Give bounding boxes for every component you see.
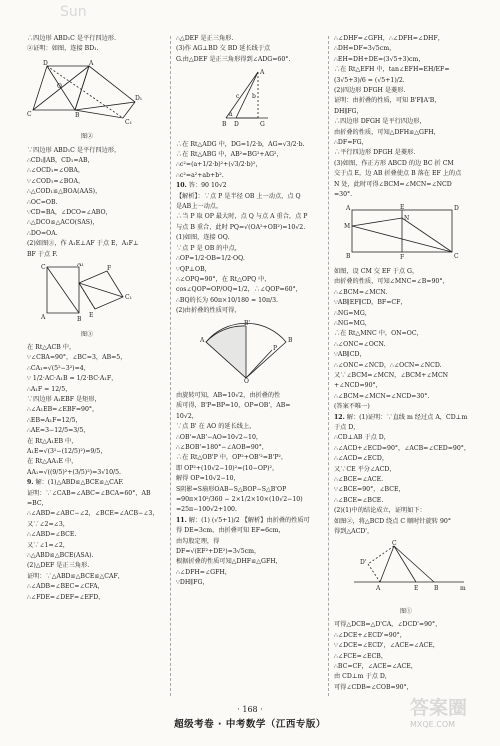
text-line: ∴∠ADB=∠BEC=∠CFA， [27, 583, 104, 591]
text-line: 在 Rt△A₁EB 中， [27, 437, 78, 445]
text-line: 解：(1)证明：∵直线 m 经过点 A，CD⊥m [346, 413, 468, 421]
text-line: ∵点 P 是 OB 的中点， [176, 244, 241, 252]
text-line: ∴OB'=AB'−AO=10√2−10， [176, 433, 263, 441]
text-line: ∴∠BOB'=180°−∠AOB=90°， [176, 443, 268, 451]
text-line: ∴在 Rt△ADG 中，DG=1/2·b，AG=√3/2·b. [176, 140, 305, 148]
text-line: ∴DH=DF=3√5cm， [334, 45, 396, 53]
text-line: 【解析】：∵点 P 是半径 OB 上一动点，点 Q [176, 192, 301, 200]
text-line: ∴△COD₁≌△BOA(AAS)， [27, 188, 102, 196]
text-line: 解：(1) (√5+1)/2 【解析】由折叠的性质可 [188, 516, 310, 524]
text-line: 如图，设 CM 交 EF 于点 G， [334, 267, 419, 275]
svg-text:B: B [434, 585, 439, 593]
figure-1 [334, 540, 482, 617]
question-number: 12. [334, 413, 345, 421]
question-number: 10. [176, 182, 187, 190]
svg-text:A: A [200, 336, 205, 344]
text-line: =90π×10²/360 − 2×1/2×10×(10√2−10) [176, 496, 303, 503]
svg-text:B: B [77, 316, 82, 324]
text-line: ∴∠BCE=∠BCE. [334, 496, 384, 504]
text-line: 由勾股定理，得 [176, 537, 220, 545]
text-line: 在 Rt△AA₁E 中， [27, 458, 78, 466]
text-line: ∴四边形 DFGH 是平行四边形， [334, 118, 426, 126]
text-line: 即 OP²+(10√2−10)²=(10−OP)²， [176, 464, 279, 472]
svg-text:B: B [346, 252, 351, 260]
figure-2 [27, 58, 165, 143]
text-line: ∵CD=BA，∠DCO=∠ABO， [27, 209, 112, 217]
svg-text:A₁: A₁ [77, 263, 84, 269]
figure-3 [27, 263, 165, 340]
svg-text:C₁: C₁ [125, 294, 132, 302]
svg-text:B': B' [244, 319, 251, 327]
text-line: ∴∠FDE=∠DEF=∠EFD， [27, 593, 105, 601]
column-2 [176, 34, 320, 589]
text-line: G.由△DEF 是正三角形得到∠ADG=60°. [176, 55, 291, 63]
text-line: 得 DE=3cm，由折叠可知 EF=6cm， [176, 527, 285, 535]
text-line: ∴∠ABD=∠BCE. [27, 531, 77, 539]
figure-rectangle [334, 204, 482, 264]
text-line: ∵AB∥CD， [334, 351, 366, 359]
text-line: ∵四边形 ABD₁C 是平行四边形， [27, 146, 121, 154]
text-line: (答案不唯一) [334, 403, 370, 411]
svg-text:C: C [454, 252, 459, 260]
text-line: (2)如图③，作 A₁E⊥AF 于点 E，A₁F⊥ [27, 240, 139, 248]
text-line: ∴NG=MG， [334, 319, 371, 327]
svg-text:C: C [41, 264, 46, 272]
text-line: 在 Rt△ACB 中， [27, 343, 76, 351]
svg-text:b: b [252, 93, 256, 101]
svg-text:B: B [222, 121, 227, 129]
text-line: ∵AB∥EF∥CD，BF=CF， [334, 299, 407, 307]
text-line: 于点 D， [334, 424, 360, 431]
text-line: ∴EH=DH+DE=(3√5+3)cm， [334, 55, 425, 63]
text-line: ∴DF=FG， [334, 139, 368, 147]
text-line: 由折叠的性质，可知∠MNC=∠B=90°， [334, 278, 449, 286]
watermark-url: MXQE.COM [410, 720, 456, 729]
text-line: 是AB上一动点， [176, 203, 223, 211]
figure-sector [176, 320, 320, 388]
watermark-text: 答案圈 [410, 697, 468, 719]
svg-text:D': D' [360, 559, 367, 567]
svg-text:O: O [244, 377, 249, 384]
text-line: ∴△ABD≌△BCE(ASA). [27, 552, 94, 560]
figure-caption: 图② [80, 133, 93, 141]
text-line: 质可得，B'P=BP=10，OP=OB'，AB= [176, 402, 291, 410]
svg-text:O: O [57, 82, 62, 90]
text-line: (2)四边形 DFGH 是菱形. [334, 87, 406, 95]
text-line: =BC， [27, 500, 48, 507]
text-line: ∴AE=3−12/5=3/5， [27, 427, 90, 435]
text-line: ∵四边形 A₁EBF 是矩形， [27, 395, 101, 403]
text-line: ∴A₁F = 12/5， [27, 385, 72, 393]
text-line: cos∠QOP=OP/OQ=1/2，∴∠QOP=60°， [176, 286, 302, 294]
text-line: ∴OP=1/2·OB=1/2·OQ. [176, 255, 245, 263]
text-line: 又∵∠2=∠3， [27, 520, 69, 528]
question-number: 9. [27, 479, 34, 487]
text-line: ∴CA₁=√(5²−3²)=4， [27, 364, 90, 372]
text-line: 得到△ACD'， [334, 528, 374, 536]
text-line: ∴△DEF 是正三角形. [176, 35, 234, 42]
column-3 [334, 34, 482, 693]
text-line: ∴∠DHF=∠GFH，∴∠DFH=∠DHF， [334, 35, 444, 42]
text-line: ∵ 1/2·AC·A₁B = 1/2·BC·A₁F， [27, 375, 118, 383]
text-line: 证明：∵∠CAB=∠ABC=∠BCA=60°，AB [27, 489, 151, 497]
text-line: ∴平行四边形 DFGH 是菱形. [334, 149, 416, 157]
text-line: ∴∠A₁EB=∠EBF=90°， [27, 406, 99, 414]
svg-text:a: a [229, 111, 233, 119]
text-line: AA₁=√((9/5)²+(3/5)²)=3√10/5. [27, 468, 122, 476]
text-line: (2)(1)中的结论成立，证明如下： [334, 507, 426, 515]
column-divider-1 [170, 36, 171, 696]
text-line: DF=√(EF²+DE²)=3√5cm， [176, 548, 261, 556]
column-1 [27, 34, 165, 603]
text-line: ∴∠BCM=∠MCN=∠NCD=30°. [334, 392, 430, 400]
text-line: ∴BC=CF，∠ACE=∠ACE， [334, 662, 417, 670]
text-line: ∴c²=a²+ab+b². [176, 171, 224, 179]
text-line: ②证明：如图，连接 BD₁. [27, 45, 99, 53]
text-line: ∵∠BCE=90°，∠BCE， [334, 486, 405, 494]
geometry-figure-rectangle [334, 204, 478, 260]
text-line: ∴c²=(a+1/2·b)²+(√3/2·b)²， [176, 161, 262, 169]
svg-text:M: M [344, 222, 351, 230]
text-line: DH∥FG， [334, 107, 363, 115]
text-line: 如图②，将△BCD 绕点 C 顺时针旋转 90° [334, 517, 451, 525]
text-line: 证明：由折叠的性质，可知 B'F∥A'B， [334, 97, 441, 105]
text-line: S阴影=S扇形OAB−S△BOP−S△B'OP [176, 485, 287, 493]
text-line: ∴当 P 取 OP 最大时，点 Q 与点 A 重合，点 P [176, 213, 308, 221]
question-number: 11. [176, 516, 187, 524]
watermark-logo [410, 696, 488, 740]
text-line: 又∵∠1=∠2， [27, 541, 69, 549]
text-line: ∵∠DCE=∠ECD'，∠ACE=∠ACE， [334, 642, 439, 650]
svg-text:G: G [260, 121, 265, 129]
geometry-figure-3 [27, 263, 147, 325]
text-line: (2)由折叠的性质可得， [176, 307, 241, 315]
text-line: =25π−100√2+100. [176, 506, 237, 514]
text-line: ∵∠COD₁=∠BOA， [27, 177, 85, 185]
text-line: ∴CD₁∥AB，CD₁=AB， [27, 157, 94, 165]
text-line: 答：90 10√2 [188, 182, 227, 190]
text-line: (3√5+3)/6 = (√5+1)/2. [334, 76, 405, 84]
text-line: ∴四边形 ABD₁C 是平行四边形. [27, 35, 116, 42]
svg-text:E: E [414, 585, 419, 593]
text-line: A₁E=√(3²−(12/5)²)=9/5， [27, 447, 107, 455]
geometry-figure-2 [27, 58, 147, 128]
svg-text:A: A [376, 585, 381, 593]
geometry-figure-1 [334, 540, 478, 602]
figure-caption: 图③ [80, 330, 93, 338]
text-line: BF 于点 F. [27, 250, 58, 258]
text-line: ∴BQ的长为 60π×10/180 = 10π/3. [176, 296, 279, 304]
text-line: ∴∠BCE=∠ACE. [334, 476, 384, 484]
svg-text:D₁: D₁ [135, 94, 143, 102]
text-line: ∴在 Rt△EFH 中，tan∠EFH=EH/EF= [334, 66, 450, 74]
text-line: ∴∠ONC=∠NCD，∴∠OCN=∠NCD. [334, 361, 442, 369]
text-line: ∴∠ONC=∠OCN. [334, 340, 386, 348]
text-line: 又∵CE 平分∠ACD， [334, 465, 396, 473]
text-line: (3)作 AG⊥BD 交 BD 延长线于点 [176, 45, 271, 53]
text-line: 解得 OP=10√2−10， [176, 475, 240, 483]
svg-text:D: D [454, 204, 459, 212]
svg-text:A: A [260, 69, 265, 77]
svg-text:E: E [89, 312, 94, 320]
svg-text:A: A [346, 204, 351, 212]
footer-title: 超级考卷 · 中考数学（江西专版） [174, 719, 326, 730]
text-line: 与点 B 重合，此时 PQ=√(OA²+OB²)=10√2. [176, 223, 306, 231]
text-line: 由旋转可知，AB=10√2，由折叠的性 [176, 391, 281, 399]
text-line: ∴EB=A₁F=12/5， [27, 416, 82, 424]
svg-text:E: E [400, 203, 405, 211]
figure-triangle [176, 68, 320, 136]
text-line: 由折叠的性质，可知△DFH≌△GFH， [334, 128, 440, 136]
text-line: ∴∠DFH=∠GFH， [176, 568, 231, 576]
figure-caption: 图① [399, 607, 412, 615]
page-number: · 168 · [237, 705, 263, 714]
text-line: ∵QP⊥OB， [176, 265, 211, 273]
svg-text:A: A [41, 314, 46, 322]
text-line: ∴OC=OB. [27, 198, 58, 206]
text-line: 可得△DCB=△D'CA，∠DCD'=90°， [334, 621, 442, 629]
text-line: N 处，此时可得∠BCM=∠MCN=∠NCD [334, 180, 452, 188]
text-line: 可得∠CDB=∠COB=90°， [334, 683, 413, 691]
text-line: 根据折叠的性质可知△DHF≌△GFH， [176, 558, 282, 566]
svg-text:N: N [404, 214, 410, 222]
text-line: 由 CD⊥m 于点 D， [334, 673, 391, 681]
text-line: 解：(1)△ABD≌△BCE≌△CAF. [35, 479, 124, 487]
text-line: 10√2， [176, 412, 198, 420]
svg-text:C: C [392, 540, 397, 548]
text-line: ∴DO=OA. [27, 229, 58, 237]
text-line: ∴在 Rt△OB'P 中，OP²+OB'²=B'P²， [176, 454, 288, 462]
text-line: (3)如图，作正方形 ABCD 的边 BC 折 CM [334, 159, 454, 167]
text-line: ∴∠OPQ=90°，在 Rt△OPQ 中， [176, 275, 271, 283]
svg-text:C: C [27, 110, 32, 118]
text-line: ∵点 B' 在 AO 的延长线上， [176, 423, 256, 431]
text-line: ∴∠ACD=∠ECD， [334, 455, 389, 463]
text-line: ∴∠DCE+∠ECD'=90°， [334, 631, 406, 639]
text-line: ∴在 Rt△MNC 中，ON=OC， [334, 330, 423, 338]
svg-text:c: c [236, 93, 240, 101]
text-line: ∴∠ABD=∠ABC−∠2，∠BCE=∠ACB−∠3， [27, 510, 159, 518]
svg-text:D: D [43, 59, 48, 67]
svg-text:C₁: C₁ [125, 118, 132, 126]
text-line: ∵DH∥FG， [176, 579, 209, 587]
text-line: 又∵∠BCM=∠MCN，∠BCM+∠MCN [334, 371, 449, 379]
top-watermark: Sun [60, 4, 87, 20]
text-line: ∴∠FCE=∠ECB， [334, 652, 388, 660]
svg-text:D: D [234, 121, 239, 129]
text-line: 交于点 E，边 AB 折叠使点 B 落在 EF 上的点 [334, 170, 462, 178]
text-line: (1)如图，连接 OQ. [176, 234, 230, 242]
svg-text:m: m [460, 585, 466, 593]
text-line: ∴∠ACD+∠ECD=90°，∠ACB=∠CED=90°， [334, 444, 471, 452]
svg-text:P: P [273, 344, 278, 352]
text-line: ∴∠BCM=∠MCN. [334, 288, 388, 296]
svg-text:B: B [288, 336, 293, 344]
text-line: ∴NG=MG， [334, 309, 371, 317]
text-line: 证明：∵△ABD≌△BCE≌△CAF， [27, 572, 124, 580]
text-line: =30°. [334, 191, 353, 199]
text-line: ∵∠CBA=90°，∠BC=3，AB=5， [27, 354, 127, 362]
text-line: ∴在 Rt△ABG 中，AB²=BG²+AG²， [176, 151, 283, 159]
column-divider-2 [328, 36, 329, 696]
text-line: (2)△DEF 是正三角形. [27, 562, 90, 570]
text-line: ∴CD⊥AB 于点 D， [334, 434, 390, 442]
text-line: ∴∠OCD₁=∠OBA， [27, 167, 85, 175]
geometry-figure-triangle [176, 68, 316, 132]
svg-text:F: F [107, 265, 112, 273]
svg-text:B: B [75, 111, 80, 119]
svg-text:F: F [400, 253, 405, 260]
text-line: +∠NCD=90°， [334, 382, 382, 390]
svg-text:A: A [89, 59, 94, 67]
text-line: ∴△DCO≌△ACO(SAS)， [27, 219, 99, 227]
geometry-figure-sector [176, 320, 316, 384]
